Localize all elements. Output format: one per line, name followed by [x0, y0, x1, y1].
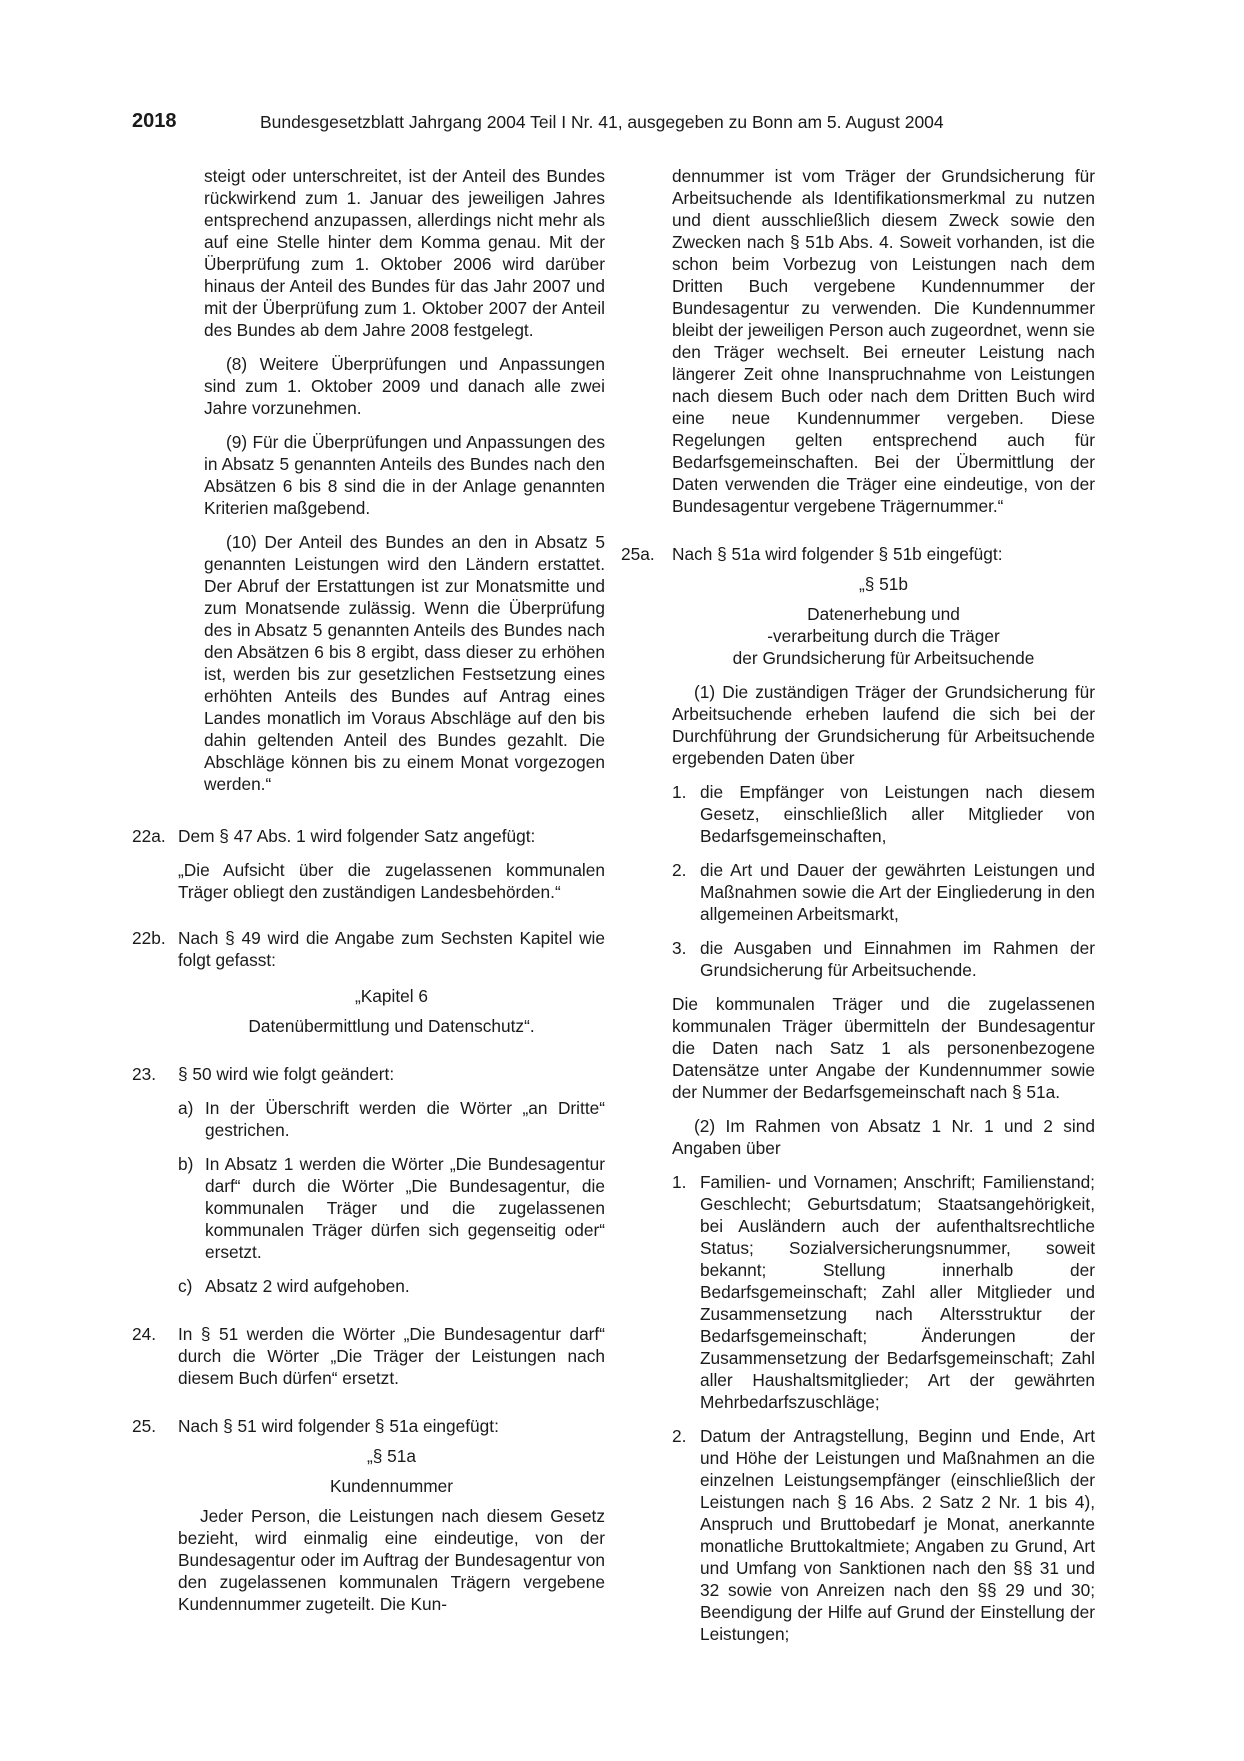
list-item [672, 1171, 1095, 1413]
item-number: 23. [132, 1064, 157, 1084]
page-number: 2018 [132, 110, 177, 132]
section-number: „§ 51a [366, 1446, 416, 1466]
item-text: Nach § 49 wird die Angabe zum Sechsten Kapitel wie folgt gefasst: [178, 928, 605, 970]
continuation-block [632, 165, 1095, 517]
paragraph-9: (9) Für die Überprüfungen und Anpassungen des in Absatz 5 genannten Anteils des Bundes nach den Absätzen 6 bis 8 sind die in der Anlage genannten Kriterien maßgebend. [204, 432, 605, 518]
item-22a [132, 825, 605, 903]
running-title: Bundesgesetzblatt Jahrgang 2004 Teil I Nr. 41, ausgegeben zu Bonn am 5. August 2004 [260, 112, 944, 132]
item-25 [132, 1415, 605, 1615]
list-text: die Art und Dauer der gewährten Leistungen und Maßnahmen sowie die Art der Eingliederung in den allgemeinen Arbeitsmarkt, [700, 860, 1095, 924]
subitem-b [132, 1153, 605, 1263]
section-body: Jeder Person, die Leistungen nach diesem Gesetz bezieht, wird einmalig eine eindeutige, von der Bundesagentur oder im Auftrag der Bundesagentur von den zugelassenen kommunalen Trägern vergebene Kundennummer zugeteilt. Die Kun- [178, 1506, 605, 1614]
subitem-text: Absatz 2 wird aufgehoben. [205, 1276, 410, 1296]
item-24 [132, 1323, 605, 1389]
item-text: Dem § 47 Abs. 1 wird folgender Satz angefügt: [178, 826, 536, 846]
list-text: Familien- und Vornamen; Anschrift; Familienstand; Geschlecht; Geburtsdatum; Staatsangehörigkeit, bei Ausländern auch der aufenthaltsrechtliche Status; Sozialversicherungsnummer, soweit bekannt; Stellung innerhalb der Bedarfsgemeinschaft; Zahl aller Mitglieder und Zusammensetzung nach Altersstruktur der Bedarfsgemeinschaft; Änderungen der Zusammensetzung der Bedarfsgemeinschaft; Zahl aller Haushaltsmitglieder; Art der gewährten Mehrbedarfszuschläge; [700, 1172, 1095, 1412]
paragraph-continuation: steigt oder unterschreitet, ist der Anteil des Bundes rückwirkend zum 1. Januar des jeweiligen Jahres entsprechend anzupassen, allerdings nicht mehr als auf eine Stelle hinter dem Komma genau. Mit der Überprüfung zum 1. Oktober 2006 wird darüber hinaus der Anteil des Bundes für das Jahr 2007 und mit der Überprüfung zum 1. Oktober 2007 der Anteil des Bundes ab dem Jahre 2008 festgelegt. [204, 166, 605, 340]
subitem-text: In der Überschrift werden die Wörter „an Dritte“ gestrichen. [205, 1098, 605, 1140]
paragraph-after-list: Die kommunalen Träger und die zugelassenen kommunalen Träger übermitteln der Bundesagentur die Daten nach Satz 1 als personenbezogene Datensätze unter Angabe der Kundennummer sowie der Nummer der Bedarfsgemeinschaft nach § 51a. [672, 994, 1095, 1102]
section-title-line-3: der Grundsicherung für Arbeitsuchende [732, 648, 1035, 668]
section-title-line-2: -verarbeitung durch die Träger [767, 626, 1000, 646]
right-column [621, 165, 1095, 1645]
item-number: 25. [132, 1416, 157, 1436]
subitem-text: In Absatz 1 werden die Wörter „Die Bundesagentur darf“ durch die Wörter „Die Bundesagentur, die kommunalen Träger und die zugelassenen kommunalen Träger dürfen sich gegenseitig oder“ ersetzt. [205, 1154, 605, 1262]
item-text: Nach § 51 wird folgender § 51a eingefügt: [178, 1416, 499, 1436]
item-text: In § 51 werden die Wörter „Die Bundesagentur darf“ durch die Wörter „Die Träger der Leistungen nach diesem Buch dürfen“ ersetzt. [178, 1324, 605, 1388]
list-number: 1. [672, 782, 687, 802]
item-25a [621, 543, 1095, 1645]
list-number: 2. [672, 1426, 687, 1446]
item-text: Nach § 51a wird folgender § 51b eingefügt: [672, 544, 1003, 564]
subitem-label: c) [178, 1276, 193, 1296]
chapter-title: Datenübermittlung und Datenschutz“. [248, 1016, 535, 1036]
list-item [672, 1425, 1095, 1645]
subitem-label: a) [178, 1098, 194, 1118]
left-column [132, 165, 605, 1615]
subitem-label: b) [178, 1154, 194, 1174]
item-22b [132, 927, 605, 1037]
item-number: 22b. [132, 928, 166, 948]
paragraph-10: (10) Der Anteil des Bundes an den in Absatz 5 genannten Leistungen wird den Ländern erstattet. Der Abruf der Erstattungen ist zur Monatsmitte und zum Monatsende zulässig. Wenn die Überprüfung des in Absatz 5 genannten Anteils des Bundes nach den Absätzen 6 bis 8 ergibt, dass dieser zu erhöhen ist, werden bis zur gesetzlichen Festsetzung eines erhöhten Anteils des Bundes auf Antrag eines Landes monatlich im Voraus Abschläge auf den bis dahin geltenden Anteil des Bundes gezahlt. Die Abschläge können bis zu einem Monat vorgezogen werden.“ [204, 532, 605, 794]
list-number: 1. [672, 1172, 687, 1192]
list-text: die Empfänger von Leistungen nach diesem Gesetz, einschließlich aller Mitglieder von Bedarfsgemeinschaften, [700, 782, 1095, 846]
paragraph-8: (8) Weitere Überprüfungen und Anpassungen sind zum 1. Oktober 2009 und danach alle zwei Jahre vorzunehmen. [204, 354, 605, 418]
item-number: 25a. [621, 544, 655, 564]
list-text: Datum der Antragstellung, Beginn und Ende, Art und Höhe der Leistungen und Maßnahmen an die einzelnen Leistungsempfänger (einschließlich der Leistungen nach § 16 Abs. 2 Satz 2 Nr. 1 bis 4), Anspruch und Bruttobedarf je Monat, anerkannte monatliche Bruttokaltmiete; Angaben zu Grund, Art und Umfang von Sanktionen nach den §§ 31 und 32 sowie von Anreizen nach den §§ 29 und 30; Beendigung der Hilfe auf Grund der Einstellung der Leistungen; [700, 1426, 1095, 1644]
item-text: § 50 wird wie folgt geändert: [178, 1064, 395, 1084]
page-header [132, 110, 1134, 140]
list-text: die Ausgaben und Einnahmen im Rahmen der Grundsicherung für Arbeitsuchende. [700, 938, 1095, 980]
subitem-c [132, 1275, 605, 1297]
subitem-a [132, 1097, 605, 1141]
quoted-text: „Die Aufsicht über die zugelassenen kommunalen Träger obliegt den zuständigen Landesbehörden.“ [178, 860, 605, 902]
absatz-1: (1) Die zuständigen Träger der Grundsicherung für Arbeitsuchende erheben laufend die sich bei der Durchführung der Grundsicherung für Arbeitsuchende ergebenden Daten über [672, 682, 1095, 768]
list-item [672, 937, 1095, 981]
chapter-label: „Kapitel 6 [354, 986, 428, 1006]
section-number: „§ 51b [858, 574, 908, 594]
item-23 [132, 1063, 605, 1085]
section-title: Kundennummer [330, 1476, 453, 1496]
list-number: 3. [672, 938, 687, 958]
list-item [672, 859, 1095, 925]
absatz-2: (2) Im Rahmen von Absatz 1 Nr. 1 und 2 sind Angaben über [672, 1116, 1095, 1158]
section-title-line-1: Datenerhebung und [807, 604, 960, 624]
list-number: 2. [672, 860, 687, 880]
item-number: 22a. [132, 826, 166, 846]
item-number: 24. [132, 1324, 157, 1344]
paragraph-continuation: dennummer ist vom Träger der Grundsicherung für Arbeitsuchende als Identifikationsmerkmal zu nutzen und dient ausschließlich diesem Zweck sowie den Zwecken nach § 51b Abs. 4. Soweit vorhanden, ist die schon beim Vorbezug von Leistungen nach dem Dritten Buch vergebene Kundennummer der Bundesagentur zu verwenden. Die Kundennummer bleibt der jeweiligen Person auch zugeordnet, wenn sie den Träger wechselt. Bei erneuter Leistung nach längerer Zeit ohne Inanspruchnahme von Leistungen nach diesem Buch oder nach dem Dritten Buch wird eine neue Kundennummer vergeben. Diese Regelungen gelten entsprechend auch für Bedarfsgemeinschaften. Bei der Übermittlung der Daten verwenden die Träger eine eindeutige, von der Bundesagentur vergebene Trägernummer.“ [672, 166, 1095, 516]
list-item [672, 781, 1095, 847]
